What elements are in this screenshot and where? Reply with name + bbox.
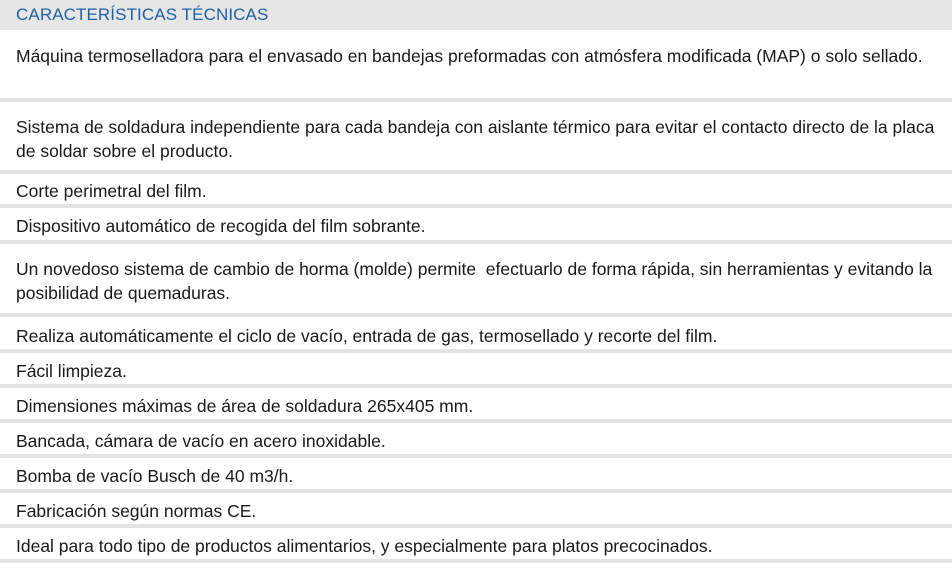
- spec-text: Fabricación según normas CE.: [16, 501, 257, 521]
- spec-text: Fácil limpieza.: [16, 361, 127, 381]
- spec-row: [0, 208, 952, 244]
- spec-row: [0, 528, 952, 563]
- spec-text: Realiza automáticamente el ciclo de vacío, entrada de gas, termosellado y recorte del film.: [16, 326, 718, 346]
- specs-title: CARACTERÍSTICAS TÉCNICAS: [16, 5, 269, 24]
- spec-row: [0, 423, 952, 458]
- spec-text: Dimensiones máximas de área de soldadura 265x405 mm.: [16, 396, 474, 416]
- spec-text: Bancada, cámara de vacío en acero inoxidable.: [16, 431, 386, 451]
- spec-text: Corte perimetral del film.: [16, 181, 207, 201]
- spec-text: Bomba de vacío Busch de 40 m3/h.: [16, 466, 294, 486]
- spec-row: [0, 317, 952, 353]
- spec-text: Sistema de soldadura independiente para cada bandeja con aislante térmico para evitar el contacto directo de la placa de soldar sobre el producto.: [16, 117, 940, 161]
- spec-row: [0, 388, 952, 423]
- spec-row: [0, 458, 952, 493]
- spec-row: [0, 174, 952, 208]
- spec-text: Dispositivo automático de recogida del film sobrante.: [16, 216, 426, 236]
- specs-header: [0, 0, 952, 32]
- spec-row: [0, 353, 952, 388]
- spec-row: [0, 493, 952, 528]
- spec-text: Ideal para todo tipo de productos alimentarios, y especialmente para platos precocinados.: [16, 536, 713, 556]
- spec-row: [0, 102, 952, 174]
- spec-row: [0, 244, 952, 317]
- spec-row: [0, 32, 952, 102]
- spec-text: Un novedoso sistema de cambio de horma (molde) permite efectuarlo de forma rápida, sin herramientas y evitando la posibilidad de quemaduras.: [16, 259, 938, 303]
- spec-text: Máquina termoselladora para el envasado en bandejas preformadas con atmósfera modificada (MAP) o solo sellado.: [16, 46, 923, 66]
